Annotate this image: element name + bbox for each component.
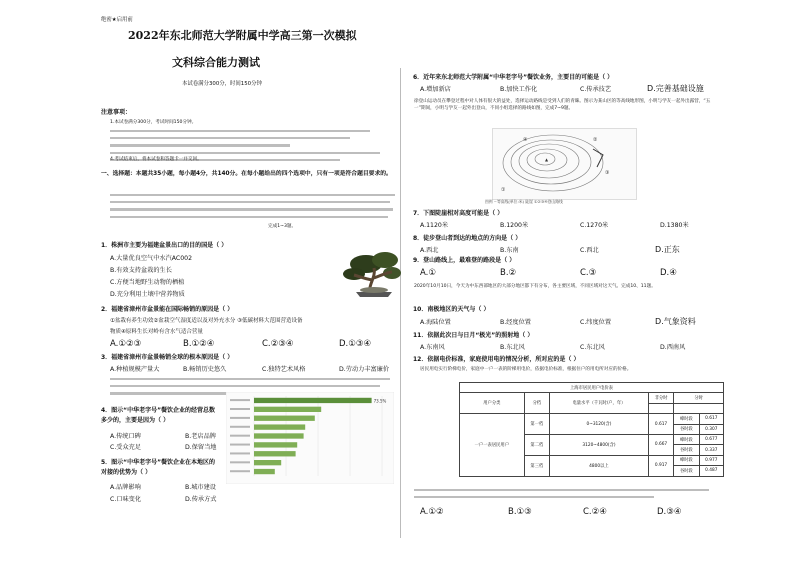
- q4-option-b[interactable]: B.老店品牌: [185, 433, 216, 440]
- q4-option-d[interactable]: D.保留当地: [185, 444, 217, 451]
- q11-option-a[interactable]: A.东南风: [420, 344, 445, 351]
- tier-cell: 第三档: [524, 455, 549, 476]
- map-caption: 图例 ~等高线(单位:米) 陡崖 ①②③④登山路线: [485, 199, 563, 204]
- q12-option-b[interactable]: B.①③: [508, 507, 532, 517]
- q3-option-a[interactable]: A.种植规模产量大: [110, 366, 160, 373]
- q8-option-a[interactable]: A.西北: [420, 247, 439, 254]
- question-5-stem: 5．图示“中华老字号”餐饮企业在本地区的对接的优势为（ ）: [101, 459, 216, 476]
- electricity-price-table: [459, 382, 724, 477]
- q11-option-b[interactable]: B.东北风: [500, 344, 525, 351]
- exam-subtitle: 文科综合能力测试: [172, 56, 260, 69]
- q2-option-d[interactable]: D.①③④: [339, 339, 372, 349]
- flat-price-cell: 0.917: [648, 455, 673, 476]
- period-cell: 谷时段: [674, 466, 699, 476]
- q7-option-c[interactable]: C.1270米: [580, 222, 609, 229]
- q3-option-c[interactable]: C.独特艺术风格: [262, 366, 306, 373]
- q4-option-a[interactable]: A.传统口碑: [110, 433, 141, 440]
- q12-passage-lines: [414, 489, 714, 503]
- chart-bar: [254, 460, 281, 465]
- q6-option-d[interactable]: D.完善基础设施: [647, 84, 704, 93]
- chart-bar: [254, 469, 275, 474]
- q3-option-d[interactable]: D.劳动力丰富廉价: [339, 366, 390, 373]
- category-label: [230, 399, 250, 401]
- q5-option-a[interactable]: A.品牌影响: [110, 484, 141, 491]
- q5-option-c[interactable]: C.口味变化: [110, 496, 142, 503]
- table-header: 用户分类: [460, 393, 525, 414]
- question-1-stem: 1．株洲市主要为福建盆景出口的目的国是（ ）: [101, 242, 228, 249]
- q7-option-d[interactable]: D.1380米: [660, 222, 689, 229]
- table-header: 分档: [524, 393, 549, 414]
- q7-option-a[interactable]: A.1120米: [420, 222, 449, 229]
- passage-7: 徐登山运动员在攀登过程中对人体有很大的益处，选择运动路线是受到人们的青睐。图示为某山区的等高线地形图，小明与学友一起外出露营，“五一”期间，小明与学友一起外出登山，不同小组选择的路线如图，完成7~9题。: [414, 99, 711, 112]
- period-price-cell: 0.617: [699, 414, 723, 424]
- flat-price-cell: 0.667: [648, 434, 673, 455]
- q10-option-a[interactable]: A.海陆位置: [420, 319, 451, 326]
- table-header: 电量水平（千瓦时/户，年）: [550, 393, 649, 414]
- category-label: [230, 426, 250, 428]
- question-2-stem: 2．福建省漳州市盆景能在国际畅销的原因是（ ）: [101, 306, 234, 313]
- flat-price-cell: 0.617: [648, 414, 673, 435]
- q2-option-a[interactable]: A.①②③: [110, 339, 142, 349]
- range-cell: 3120~4800(含): [550, 434, 649, 455]
- note-item: 4.考试结束后，将本试卷和答题卡一并交回。: [110, 157, 202, 162]
- q10-option-d[interactable]: D.气象资料: [655, 317, 696, 326]
- q1-option-b[interactable]: B.有效支持盆栽的生长: [110, 267, 172, 274]
- section-heading: 一、选择题：本题共35小题，每小题4分，共140分。在每小题给出的四个选项中，只有一项是符合题目要求的。: [101, 171, 392, 177]
- bonsai-image: [340, 248, 406, 298]
- table-header: 非分时: [648, 393, 673, 403]
- q8-option-c[interactable]: C.西北: [580, 247, 599, 254]
- q9-option-b[interactable]: B.②: [500, 268, 517, 278]
- restaurant-bar-chart: [226, 392, 394, 484]
- q5-option-b[interactable]: B.城市建设: [185, 484, 216, 491]
- notes-heading: 注意事项：: [101, 109, 132, 116]
- question-12-stem: 12．依据电价标准，家庭使用电的情况分析，所对应的是（ ）: [413, 356, 580, 363]
- category-label: [230, 461, 250, 463]
- chart-bar: [254, 442, 297, 447]
- passage-end: 完成1~3题。: [268, 224, 297, 229]
- question-8-stem: 8．徒步登山者到达的地点的方向是（ ）: [413, 235, 522, 242]
- period-price-cell: 0.487: [699, 466, 723, 476]
- period-price-cell: 0.677: [699, 434, 723, 444]
- passage-12: 居民用电实行阶梯电价，家庭中一户一表的阶梯用电价，依据电价标准，根据住户的用电所对应的价格。: [420, 367, 632, 372]
- category-label: [230, 444, 250, 446]
- confidential-label: 绝密★启用前: [101, 17, 133, 23]
- q7-option-b[interactable]: B.1200米: [500, 222, 529, 229]
- tier-cell: 第二档: [524, 434, 549, 455]
- q10-option-c[interactable]: C.纬度位置: [580, 319, 612, 326]
- chart-bar: [254, 407, 321, 412]
- period-cell: 峰时段: [674, 455, 699, 465]
- q12-option-d[interactable]: D.③④: [657, 507, 682, 517]
- range-cell: 4800以上: [550, 455, 649, 476]
- column-divider: [400, 68, 401, 538]
- period-price-cell: 0.307: [699, 424, 723, 434]
- q10-option-b[interactable]: B.经度位置: [500, 319, 531, 326]
- table-title: 上海市居民用户电价表: [460, 383, 724, 393]
- q2-statements-2: 物质④原料生长对岭有含水气适合营量: [110, 329, 203, 335]
- q8-option-b[interactable]: B.东南: [500, 247, 519, 254]
- period-cell: 峰时段: [674, 414, 699, 424]
- chart-bar: [254, 424, 305, 429]
- category-label: [230, 417, 250, 419]
- q2-option-c[interactable]: C.②③④: [262, 339, 294, 349]
- category-label: [230, 470, 250, 472]
- contour-map: [492, 128, 637, 200]
- q9-option-a[interactable]: A.①: [420, 268, 436, 278]
- chart-background: [226, 392, 394, 484]
- period-cell: 峰时段: [674, 434, 699, 444]
- passage-lines: [110, 194, 395, 223]
- value-label: 73.5%: [373, 398, 387, 404]
- svg-text:①: ①: [501, 187, 506, 193]
- category-label: [230, 452, 250, 454]
- q3-option-b[interactable]: B.畅销历史悠久: [183, 366, 227, 373]
- q9-option-c[interactable]: C.③: [580, 268, 597, 278]
- question-11-stem: 11．依据此次日与日月“极光”的照射地（ ）: [413, 332, 534, 339]
- range-cell: 0~3120(含): [550, 414, 649, 435]
- category-label: [230, 435, 250, 437]
- svg-text:④: ④: [523, 137, 528, 143]
- question-3-stem: 3．福建省漳州市盆景畅销全球的根本原因是（ ）: [101, 354, 234, 361]
- q6-option-c[interactable]: C.传承技艺: [580, 86, 612, 93]
- q1-option-a[interactable]: A.大量优良空气中水汽AC002: [110, 255, 193, 262]
- q12-option-a[interactable]: A.①②: [420, 507, 444, 517]
- q2-statements-1: ①盆栽有养生功效②盆栽空气湿度适以及对外充水分 ③低碳材料大范围营造设备: [110, 318, 303, 324]
- q6-option-a[interactable]: A.增加新店: [420, 86, 451, 93]
- q1-option-c[interactable]: C.方便当地野生动物的栖植: [110, 279, 185, 286]
- q1-option-d[interactable]: D.充分利用土壤中营养物质: [110, 291, 185, 298]
- exam-title: 2022年东北师范大学附属中学高三第一次模拟: [128, 29, 357, 42]
- question-6-stem: 6．近年来东北师范大学附属“中华老字号”餐饮业务，主要目的可能是（ ）: [413, 74, 614, 81]
- q11-option-c[interactable]: C.东北风: [580, 344, 605, 351]
- question-7-stem: 7．下图陡崖相对高度可能是（ ）: [413, 210, 504, 217]
- q9-option-d[interactable]: D.④: [660, 268, 677, 278]
- q2-option-b[interactable]: B.①②④: [183, 339, 215, 349]
- chart-bar: [254, 416, 315, 421]
- chart-bar: [254, 398, 372, 403]
- question-10-stem: 10．南极地区的天气与（ ）: [413, 306, 490, 313]
- period-cell: 谷时段: [674, 445, 699, 455]
- q5-option-d[interactable]: D.传承方式: [185, 496, 217, 503]
- passage-10: 2020年10月10日，今天为中东西部地区的大部分地区都下有分布，各主要区域，不同区域对这天气。完成10、11题。: [414, 284, 656, 289]
- q12-option-c[interactable]: C.②④: [583, 507, 607, 517]
- q6-option-b[interactable]: B.加快工作化: [500, 86, 538, 93]
- period-price-cell: 0.977: [699, 455, 723, 465]
- note-item: 1.本试卷满分300分，考试时间150分钟。: [110, 120, 197, 125]
- table-header: 分时: [674, 393, 724, 403]
- period-price-cell: 0.337: [699, 445, 723, 455]
- score-time: 本试卷满分300分，时间150分钟: [182, 81, 262, 87]
- period-cell: 谷时段: [674, 424, 699, 434]
- tier-cell: 第一档: [524, 414, 549, 435]
- svg-text:③: ③: [605, 170, 610, 176]
- q4-option-c[interactable]: C.受众充足: [110, 444, 142, 451]
- question-9-stem: 9．登山路线上，最难登的路段是（ ）: [413, 257, 516, 264]
- q11-option-d[interactable]: D.西南风: [660, 344, 686, 351]
- chart-bar: [254, 451, 296, 456]
- question-4-stem: 4．图示“中华老字号”餐饮企业的经营总数多少的，主要是因为（ ）: [101, 407, 216, 424]
- q8-option-d[interactable]: D.正东: [655, 245, 680, 254]
- user-class-cell: 一户一表居民用户: [460, 414, 525, 476]
- category-label: [230, 408, 250, 410]
- chart-bar: [254, 433, 304, 438]
- svg-text:②: ②: [593, 137, 598, 143]
- svg-text:▲: ▲: [545, 157, 549, 162]
